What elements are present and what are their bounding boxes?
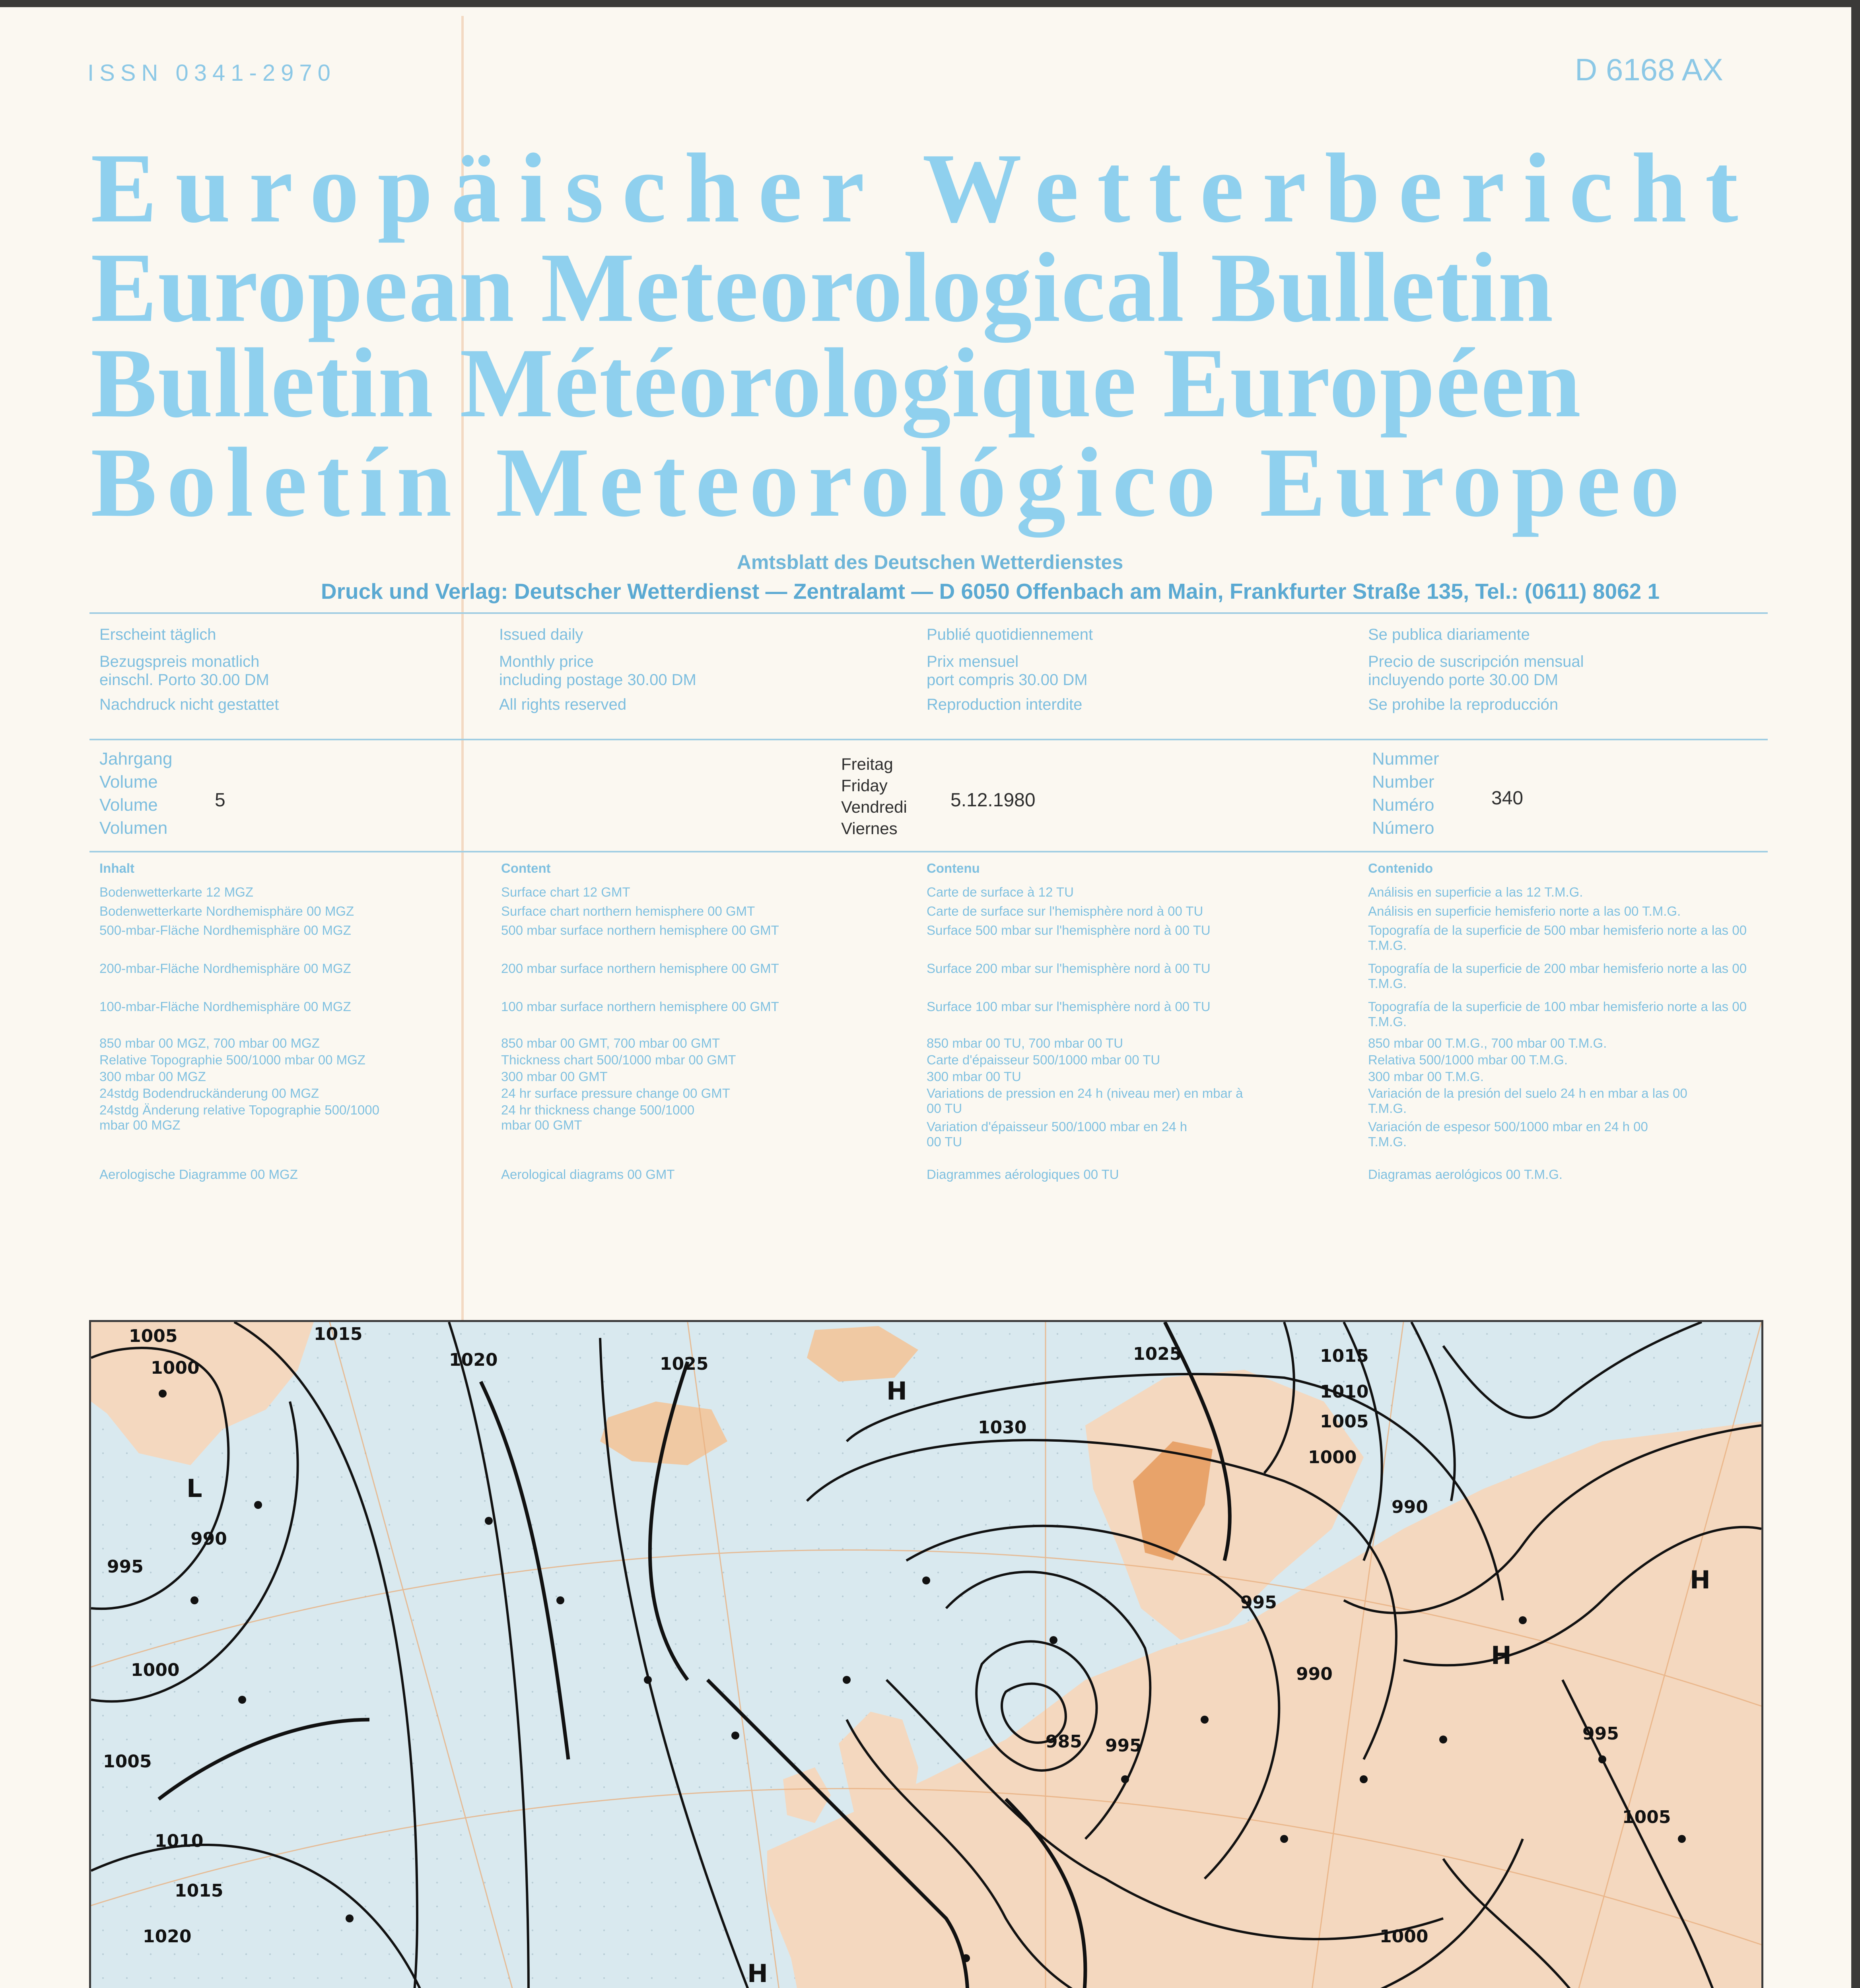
contents-item: 300 mbar 00 GMT xyxy=(501,1069,608,1084)
info-column-german xyxy=(99,622,279,717)
number-label: Number xyxy=(1372,772,1434,792)
contents-item: 850 mbar 00 GMT, 700 mbar 00 GMT xyxy=(501,1036,720,1050)
contents-item: 300 mbar 00 TU xyxy=(927,1069,1021,1084)
contents-item: Análisis en superficie a las 12 T.M.G. xyxy=(1368,885,1583,899)
contents-item: Relativa 500/1000 mbar 00 T.M.G. xyxy=(1368,1052,1568,1067)
contents-heading: Contenu xyxy=(927,861,980,876)
info-line: Precio de suscripción mensual xyxy=(1368,653,1584,670)
contents-item: 24stdg Bodendruckänderung 00 MGZ xyxy=(99,1086,319,1101)
isobar-label: 1025 xyxy=(1133,1344,1182,1364)
contents-item: Topografía de la superficie de 500 mbar hemisferio norte a las 00 T.M.G. xyxy=(1368,923,1747,953)
contents-heading: Content xyxy=(501,861,551,876)
contents-item: 850 mbar 00 T.M.G., 700 mbar 00 T.M.G. xyxy=(1368,1036,1607,1050)
contents-item: Variación de la presión del suelo 24 h en mbar a las 00 T.M.G. xyxy=(1368,1086,1687,1116)
contents-item: Surface 100 mbar sur l'hemisphère nord à 00 TU xyxy=(927,999,1211,1014)
info-column-english xyxy=(499,622,696,717)
official-gazette-line: Amtsblatt des Deutschen Wetterdienstes xyxy=(737,551,1123,573)
contents-item: Carte d'épaisseur 500/1000 mbar 00 TU xyxy=(927,1052,1160,1067)
info-line: Issued daily xyxy=(499,626,583,643)
weekday-labels xyxy=(841,753,907,839)
isobar-label: 1010 xyxy=(155,1831,204,1851)
isobar-label: 1000 xyxy=(131,1660,180,1680)
divider xyxy=(89,612,1768,614)
volume-label: Volume xyxy=(99,772,158,792)
issue-date: 5.12.1980 xyxy=(950,790,1036,811)
publication-code: D 6168 AX xyxy=(1575,52,1723,87)
scan-border-top xyxy=(0,0,1860,7)
contents-item: 850 mbar 00 TU, 700 mbar 00 TU xyxy=(927,1036,1123,1050)
contents-item: Surface chart northern hemisphere 00 GMT xyxy=(501,904,755,918)
volume-label: Volumen xyxy=(99,818,168,838)
isobar-label: 1005 xyxy=(129,1326,178,1346)
contents-item: Surface 500 mbar sur l'hemisphère nord à 00 TU xyxy=(927,923,1211,938)
volume-value: 5 xyxy=(215,790,225,811)
isobar-label: 1010 xyxy=(1320,1382,1369,1402)
low-pressure-center: L xyxy=(187,1474,202,1503)
contents-item: Bodenwetterkarte Nordhemisphäre 00 MGZ xyxy=(99,904,354,918)
weekday-label: Vendredi xyxy=(841,798,907,816)
isobar-label: 1005 xyxy=(103,1751,152,1772)
number-label: Número xyxy=(1372,818,1434,838)
info-line: port compris 30.00 DM xyxy=(927,671,1088,689)
info-line: All rights reserved xyxy=(499,696,627,713)
isobar-label: 995 xyxy=(107,1557,144,1577)
number-label: Numéro xyxy=(1372,795,1434,815)
publisher-line: Druck und Verlag: Deutscher Wetterdienst — Zentralamt — D 6050 Offenbach am Main, Frankfurter Straße 135, Tel.: (0611) 8062 1 xyxy=(321,579,1660,604)
contents-item: 200 mbar surface northern hemisphere 00 GMT xyxy=(501,961,779,976)
number-labels xyxy=(1372,747,1439,840)
contents-item: 300 mbar 00 T.M.G. xyxy=(1368,1069,1484,1084)
info-line: Se prohibe la reproducción xyxy=(1368,696,1559,713)
isobar-label: 995 xyxy=(1105,1736,1142,1756)
info-column-spanish xyxy=(1368,622,1584,717)
isobar-label: 1020 xyxy=(143,1926,192,1947)
info-line: incluyendo porte 30.00 DM xyxy=(1368,671,1559,689)
contents-item: Surface 200 mbar sur l'hemisphère nord à 00 TU xyxy=(927,961,1211,976)
info-line: Se publica diariamente xyxy=(1368,626,1530,643)
high-pressure-center: H xyxy=(1491,1641,1512,1670)
contents-item: Variación de espesor 500/1000 mbar en 24 h 00 T.M.G. xyxy=(1368,1119,1648,1149)
info-line: Prix mensuel xyxy=(927,653,1019,670)
isobar-label: 1005 xyxy=(1320,1411,1369,1432)
issue-number: 340 xyxy=(1491,788,1524,809)
contents-item: Topografía de la superficie de 200 mbar hemisferio norte a las 00 T.M.G. xyxy=(1368,961,1747,991)
contents-item: Análisis en superficie hemisferio norte a las 00 T.M.G. xyxy=(1368,904,1681,918)
contents-item: Variations de pression en 24 h (niveau mer) en mbar à 00 TU xyxy=(927,1086,1243,1116)
high-pressure-center: H xyxy=(886,1376,907,1406)
high-pressure-center: H xyxy=(747,1959,768,1988)
contents-item: 200-mbar-Fläche Nordhemisphäre 00 MGZ xyxy=(99,961,351,976)
contents-item: Aerologische Diagramme 00 MGZ xyxy=(99,1167,298,1182)
contents-item: Diagramas aerológicos 00 T.M.G. xyxy=(1368,1167,1563,1182)
isobar-label: 1015 xyxy=(175,1881,224,1901)
contents-french xyxy=(927,861,1356,1182)
info-line: including postage 30.00 DM xyxy=(499,671,696,689)
isobar-label: 1015 xyxy=(1320,1346,1369,1366)
volume-label: Jahrgang xyxy=(99,749,173,769)
weekday-label: Viernes xyxy=(841,819,898,838)
number-label: Nummer xyxy=(1372,749,1439,769)
info-column-french xyxy=(927,622,1093,717)
contents-item: 500 mbar surface northern hemisphere 00 GMT xyxy=(501,923,779,938)
isobar-label: 990 xyxy=(1296,1664,1333,1684)
divider xyxy=(89,739,1768,740)
isobar-label: 1030 xyxy=(978,1417,1027,1438)
title-german: Europäischer Wetterbericht xyxy=(91,133,1757,243)
volume-label: Volume xyxy=(99,795,158,815)
contents-item: Relative Topographie 500/1000 mbar 00 MGZ xyxy=(99,1052,365,1067)
isobar-label: 1015 xyxy=(314,1324,363,1344)
issn-number: ISSN 0341-2970 xyxy=(87,60,336,86)
contents-item: 24 hr thickness change 500/1000 mbar 00 GMT xyxy=(501,1103,695,1132)
info-line: Reproduction interdite xyxy=(927,696,1083,713)
contents-item: 850 mbar 00 MGZ, 700 mbar 00 MGZ xyxy=(99,1036,320,1050)
isobar-label: 995 xyxy=(1582,1724,1619,1744)
scan-border-right xyxy=(1851,0,1860,1988)
isobar-label: 995 xyxy=(1240,1592,1277,1613)
title-spanish: Boletín Meteorológico Europeo xyxy=(91,427,1689,538)
divider xyxy=(89,851,1768,852)
info-line: Publié quotidiennement xyxy=(927,626,1093,643)
contents-item: 24stdg Änderung relative Topographie 500/1000 mbar 00 MGZ xyxy=(99,1103,379,1132)
title-english: European Meteorological Bulletin xyxy=(91,233,1554,343)
isobar-label: 985 xyxy=(1046,1732,1082,1752)
isobar-label: 990 xyxy=(1392,1497,1428,1517)
contents-german xyxy=(99,861,497,1182)
contents-item: 100-mbar-Fläche Nordhemisphäre 00 MGZ xyxy=(99,999,351,1014)
contents-item: Bodenwetterkarte 12 MGZ xyxy=(99,885,254,899)
isobar-label: 1000 xyxy=(1380,1926,1429,1947)
contents-heading: Inhalt xyxy=(99,861,134,876)
isobar-label: 1020 xyxy=(449,1350,498,1370)
contents-item: 500-mbar-Fläche Nordhemisphäre 00 MGZ xyxy=(99,923,351,938)
contents-heading: Contenido xyxy=(1368,861,1433,876)
contents-item: Surface chart 12 GMT xyxy=(501,885,630,899)
info-line: Bezugspreis monatlich xyxy=(99,653,260,670)
contents-spanish xyxy=(1368,861,1758,1182)
contents-english xyxy=(501,861,919,1182)
contents-item: 100 mbar surface northern hemisphere 00 GMT xyxy=(501,999,779,1014)
isobar-label: 1000 xyxy=(1308,1447,1357,1468)
surface-weather-map xyxy=(89,1320,1763,1988)
contents-item: Thickness chart 500/1000 mbar 00 GMT xyxy=(501,1052,736,1067)
contents-item: Carte de surface sur l'hemisphère nord à 00 TU xyxy=(927,904,1203,918)
isobar-label: 1005 xyxy=(1622,1807,1671,1827)
info-line: Erscheint täglich xyxy=(99,626,216,643)
contents-item: 300 mbar 00 MGZ xyxy=(99,1069,206,1084)
info-line: Nachdruck nicht gestattet xyxy=(99,696,279,713)
contents-item: Variation d'épaisseur 500/1000 mbar en 24 h 00 TU xyxy=(927,1119,1188,1149)
weekday-label: Freitag xyxy=(841,755,893,773)
contents-item: Aerological diagrams 00 GMT xyxy=(501,1167,675,1182)
title-french: Bulletin Météorologique Européen xyxy=(91,328,1582,438)
volume-labels xyxy=(99,747,172,840)
weekday-label: Friday xyxy=(841,776,888,795)
contents-item: Diagrammes aérologiques 00 TU xyxy=(927,1167,1119,1182)
high-pressure-center: H xyxy=(1690,1565,1710,1594)
contents-item: 24 hr surface pressure change 00 GMT xyxy=(501,1086,730,1101)
isobar-label: 1025 xyxy=(660,1354,709,1374)
map-canvas xyxy=(91,1322,1761,1988)
isobar-label: 1000 xyxy=(151,1358,200,1378)
contents-item: Carte de surface à 12 TU xyxy=(927,885,1074,899)
isobar-label: 990 xyxy=(190,1529,227,1549)
info-line: einschl. Porto 30.00 DM xyxy=(99,671,269,689)
contents-item: Topografía de la superficie de 100 mbar hemisferio norte a las 00 T.M.G. xyxy=(1368,999,1747,1029)
info-line: Monthly price xyxy=(499,653,594,670)
